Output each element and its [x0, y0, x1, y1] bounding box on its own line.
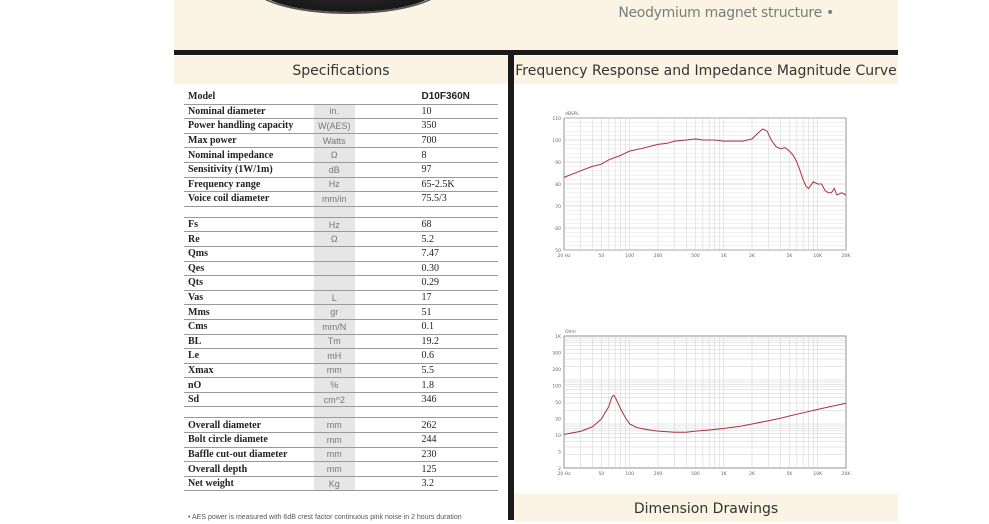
model-row	[184, 90, 498, 104]
spec-unit: mm	[314, 447, 355, 462]
spacer-row	[184, 407, 498, 418]
spacer-row	[184, 206, 498, 217]
horizontal-divider	[174, 50, 898, 55]
spec-unit: gr	[314, 305, 355, 320]
spec-row	[184, 177, 498, 192]
spec-label: Qts	[184, 276, 314, 291]
spec-label: Vas	[184, 290, 314, 305]
spec-value: 0.6	[355, 349, 499, 364]
spec-value: 10	[355, 104, 499, 119]
spec-row	[184, 363, 498, 378]
spec-unit: mm	[314, 433, 355, 448]
spacer-cell	[184, 407, 314, 418]
spec-label: Bolt circle diamete	[184, 433, 314, 448]
spec-label: Fs	[184, 217, 314, 232]
spec-unit: mH	[314, 349, 355, 364]
spec-label: Overall depth	[184, 462, 314, 477]
spec-unit: Hz	[314, 177, 355, 192]
spec-label: BL	[184, 334, 314, 349]
spec-row	[184, 133, 498, 148]
spec-value: 5.5	[355, 363, 499, 378]
x-tick-label: 1K	[720, 254, 727, 259]
x-tick-label: 20K	[841, 254, 851, 259]
spec-row	[184, 162, 498, 177]
header-band	[174, 0, 898, 50]
spec-row	[184, 119, 498, 134]
y-tick-label: 2	[558, 467, 561, 472]
spec-unit: Ω	[314, 232, 355, 247]
spec-unit	[314, 276, 355, 291]
x-tick-label: 500	[691, 254, 700, 259]
spec-unit: mm	[314, 462, 355, 477]
spec-row	[184, 476, 498, 491]
impedance-chart	[548, 326, 858, 478]
spec-label: Le	[184, 349, 314, 364]
x-tick-label: 2K	[749, 472, 755, 477]
y-tick-label: 200	[552, 368, 561, 373]
spec-unit: in.	[314, 104, 355, 119]
spec-value: 17	[355, 290, 499, 305]
spec-unit: Hz	[314, 217, 355, 232]
spec-row	[184, 319, 498, 334]
spec-label: Sd	[184, 392, 314, 407]
spec-row	[184, 418, 498, 433]
spec-unit: dB	[314, 162, 355, 177]
spec-label: Overall diameter	[184, 418, 314, 433]
y-tick-label: 110	[552, 117, 561, 122]
spec-row	[184, 192, 498, 207]
spec-row	[184, 232, 498, 247]
y-tick-label: 50	[555, 249, 561, 254]
spec-value: 51	[355, 305, 499, 320]
spec-value: 0.1	[355, 319, 499, 334]
spec-unit: mm/in	[314, 192, 355, 207]
y-tick-label: 100	[552, 139, 561, 144]
x-tick-label: 10K	[813, 472, 823, 477]
spec-value: 262	[355, 418, 499, 433]
plot-area	[564, 336, 846, 468]
x-tick-label: 200	[653, 472, 663, 477]
specifications-heading: Specifications	[174, 56, 508, 84]
spec-label: Xmax	[184, 363, 314, 378]
spec-row	[184, 447, 498, 462]
y-tick-label: 500	[552, 351, 561, 357]
spec-row	[184, 392, 498, 407]
magnet-note: Neodymium magnet structure •	[618, 5, 834, 21]
spec-unit	[314, 246, 355, 261]
spec-value: 700	[355, 133, 499, 148]
spec-row	[184, 261, 498, 276]
x-tick-label: 200	[653, 254, 663, 259]
spec-value: 0.29	[355, 276, 499, 291]
spec-unit: mm/N	[314, 319, 355, 334]
footnote: • AES power is measured with 6dB crest factor continuous pink noise in 2 hours duration	[188, 514, 462, 521]
spec-label: Voice coil diameter	[184, 192, 314, 207]
spec-label: Re	[184, 232, 314, 247]
spec-label: Power handling capacity	[184, 119, 314, 134]
spacer-cell	[355, 407, 499, 418]
x-tick-label: 50	[598, 254, 605, 259]
spec-label: Model	[184, 90, 314, 104]
spacer-cell	[184, 206, 314, 217]
spec-label: Nominal diameter	[184, 104, 314, 119]
x-tick-label: 5K	[786, 472, 793, 477]
spec-label: Cms	[184, 319, 314, 334]
spec-row	[184, 290, 498, 305]
spec-unit: Watts	[314, 133, 355, 148]
x-tick-label: 5K	[786, 254, 793, 259]
spec-unit	[314, 261, 355, 276]
spec-unit: Ω	[314, 148, 355, 163]
x-tick-label: 20 Hz	[557, 254, 571, 259]
x-tick-label: 1K	[720, 472, 727, 477]
x-tick-label: 100	[625, 254, 635, 259]
spec-label: Frequency range	[184, 177, 314, 192]
spec-row	[184, 148, 498, 163]
spec-row	[184, 305, 498, 320]
spacer-cell	[314, 407, 355, 418]
spec-value: 230	[355, 447, 499, 462]
y-tick-label: 70	[555, 205, 561, 210]
y-tick-label: 50	[555, 401, 561, 406]
spec-unit: Tm	[314, 334, 355, 349]
spec-label: Nominal impedance	[184, 148, 314, 163]
spec-value: 0.30	[355, 261, 499, 276]
spec-label: Net weight	[184, 476, 314, 491]
x-tick-label: 500	[691, 472, 700, 477]
spec-unit: cm^2	[314, 392, 355, 407]
y-tick-label: 90	[555, 161, 561, 166]
y-tick-label: 60	[555, 227, 561, 232]
x-tick-label: 20 Hz	[557, 472, 571, 477]
x-tick-label: 100	[625, 472, 635, 477]
spec-value: 350	[355, 119, 499, 134]
datasheet-page	[174, 0, 898, 520]
spec-label: Baffle cut-out diameter	[184, 447, 314, 462]
spec-row	[184, 246, 498, 261]
spec-value: 346	[355, 392, 499, 407]
y-axis-label: Ohm	[565, 330, 576, 335]
x-tick-label: 20K	[841, 472, 851, 477]
specifications-body	[184, 90, 498, 491]
spec-unit: %	[314, 378, 355, 393]
spec-value: 125	[355, 462, 499, 477]
x-tick-label: 50	[598, 472, 605, 477]
y-tick-label: 80	[555, 183, 561, 188]
frequency-response-chart	[548, 110, 858, 260]
spec-row	[184, 276, 498, 291]
spec-unit: L	[314, 290, 355, 305]
spec-unit: Kg	[314, 476, 355, 491]
y-tick-label: 100	[552, 384, 561, 390]
spec-value: 5.2	[355, 232, 499, 247]
spec-label: Sensitivity (1W/1m)	[184, 162, 314, 177]
spec-value: 75.5/3	[355, 192, 499, 207]
spec-unit: mm	[314, 363, 355, 378]
frequency-heading: Frequency Response and Impedance Magnitude Curve	[514, 56, 898, 84]
specifications-table	[184, 90, 498, 491]
spec-label: Qms	[184, 246, 314, 261]
y-tick-label: 10	[555, 434, 561, 439]
spec-row	[184, 433, 498, 448]
y-axis-label: dBSPL	[565, 112, 579, 117]
spec-label: Qes	[184, 261, 314, 276]
spec-row	[184, 104, 498, 119]
y-tick-label: 20	[555, 417, 561, 423]
vertical-divider	[508, 55, 514, 520]
dimension-heading: Dimension Drawings	[514, 494, 898, 522]
spec-value: 7.47	[355, 246, 499, 261]
spec-value: 8	[355, 148, 499, 163]
spacer-cell	[355, 206, 499, 217]
spec-row	[184, 462, 498, 477]
spec-value: 19.2	[355, 334, 499, 349]
spec-row	[184, 334, 498, 349]
spec-value: 97	[355, 162, 499, 177]
spec-value: 244	[355, 433, 499, 448]
spec-label: nO	[184, 378, 314, 393]
spec-label: Mms	[184, 305, 314, 320]
spec-value: 1.8	[355, 378, 499, 393]
spec-row	[184, 349, 498, 364]
spec-row	[184, 217, 498, 232]
spec-unit: W(AES)	[314, 119, 355, 134]
spacer-cell	[314, 206, 355, 217]
x-tick-label: 10K	[813, 254, 823, 259]
spec-value: D10F360N	[355, 90, 499, 104]
spec-unit	[314, 90, 355, 104]
spec-unit: mm	[314, 418, 355, 433]
spec-value: 68	[355, 217, 499, 232]
y-tick-label: 1K	[555, 335, 561, 340]
spec-row	[184, 378, 498, 393]
spec-value: 65-2.5K	[355, 177, 499, 192]
spec-label: Max power	[184, 133, 314, 148]
y-tick-label: 5	[558, 450, 561, 456]
x-tick-label: 2K	[749, 254, 755, 259]
spec-value: 3.2	[355, 476, 499, 491]
